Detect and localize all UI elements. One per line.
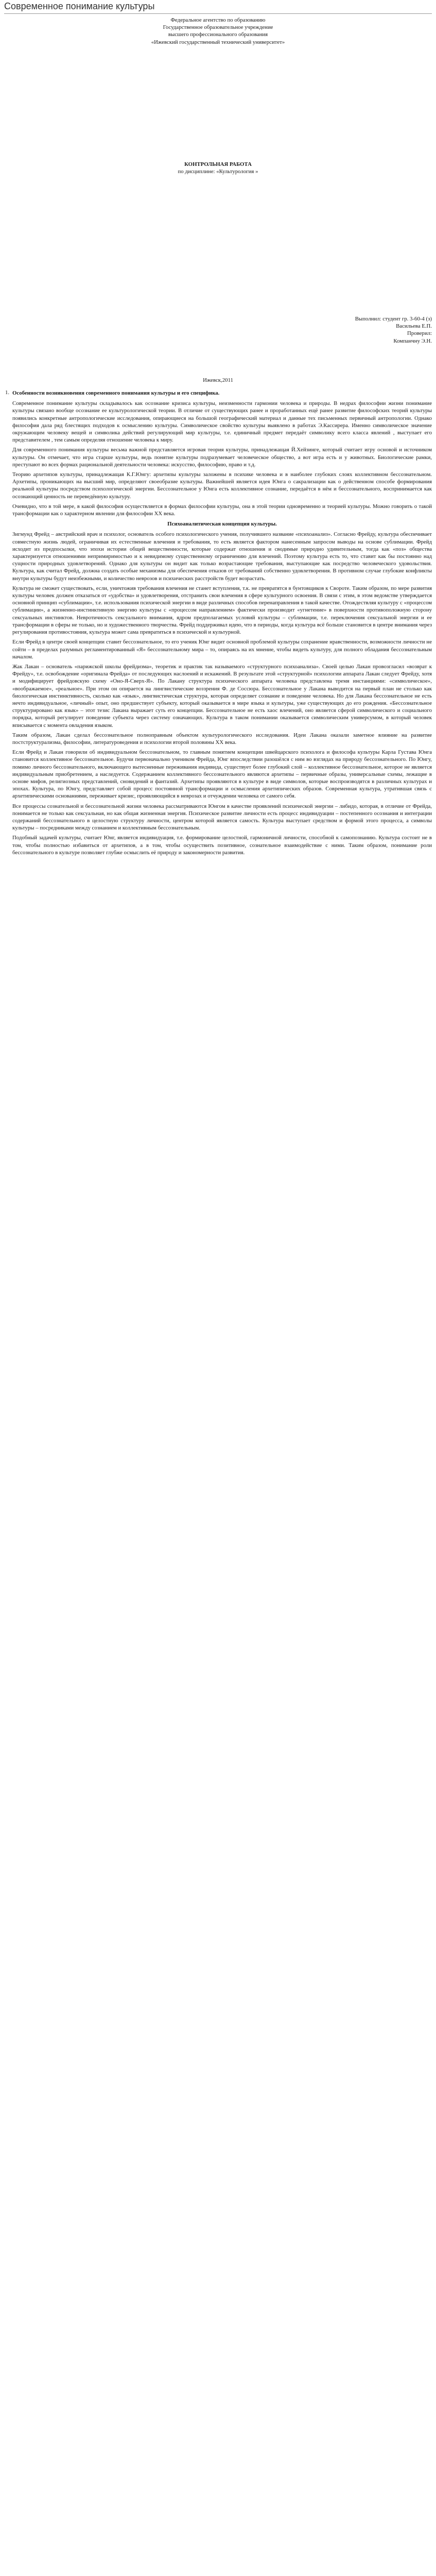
paragraph: Если Фрейд в центре своей концепции ставит бессознательное, то его ученик Юнг видит основной проблемой культуры сохранение нравственности, возможности личности не сойти – в пределах разумных регламентированный «Я» бессознательному мира – то, опираясь на их мнение, чтобы видеть культуру, для полного обладания бессознательным началом. — [12, 639, 432, 660]
paragraph: Подобный задачей культуры, считает Юнг, является индивидуация, т.е. формирование целостной, гармоничной личности, способной к самопознанию. Культура состоит не в том, чтобы полностью избавиться от архетипов, а в том, чтобы осуществить позитивное, сознательное взаимодействие с ними. Таким образом, понимание роли бессознательного в культуре позволяет глубже осмыслить её природу и закономерности развития. — [12, 835, 432, 856]
paragraph: Таким образом, Лакан сделал бессознательное полноправным объектом культурологического исследования. Идеи Лакана оказали заметное влияние на развитие постструктурализма, философии, литературоведения и психологии второй половины ХХ века. — [12, 732, 432, 745]
section-number: 1. — [5, 389, 10, 396]
discipline: по дисциплине: «Культурология » — [178, 168, 258, 175]
work-type: КОНТРОЛЬНАЯ РАБОТА — [184, 161, 252, 167]
student-name: Васильева Е.П. — [396, 323, 432, 330]
org-line: «Ижевский государственный технический университет» — [151, 39, 285, 45]
paragraph: Жак Лакан – основатель «парижской школы фрейдизма», теоретик и практик так называемого «структурного психоанализа». Своей целью Лакан провозгласил «возврат к Фрейду», т.е. освобождение «оригинала Фрейда» от последующих наслоений и искажений. В результате этой «структурной» психологии аппарата Лакан следует Фрейду, хотя и модифицирует фрейдовскую схему «Оно-Я-Сверх-Я». По Лакану структура психического аппарата человека представлена тремя инстанциями: «символическое», «воображаемое», «реальное». При этом он опирается на лингвистические воззрения Ф. де Соссюра. Бессознательное у Лакана выводится на первый план не столько как биологическая инстинктивность, сколько как «язык», лингвистическая структура, которая определяет сознание и поведение человека. Но для Лакана бессознательное не есть нечто индивидуальное, «личный» опыт, оно предшествует субъекту, который оказывается в мире языка и культуры, уже существующих до его рождения. «Бессознательное структурировано как язык» – этот тезис Лакана выражает суть его концепции. Бессознательное не есть хаос влечений, оно является сферой символического и социального порядка, который регулирует поведение субъекта через систему означающих. Культура в таком понимании оказывается символическим универсумом, в который человек вписывается с момента овладения языком. — [12, 663, 432, 728]
paragraph: Теорию архетипов культуры, принадлежащая К.Г.Юнгу: архетипы культуры заложены в психике человека и в наиболее глубоких слоях коллективном бессознательном. Архетипы, проникающих на высший мир, определяют своеобразие культуры. Важнейшей является идея Юнга о сакрализации как о действенном способе формирования реальной культуры посредством психологической энергии. Бессознательное у Юнга есть коллективное сознание, передаётся в нём и бессознательного, воспринимается как осознающий ценность не переведённую культуру. — [12, 471, 432, 500]
document-title: Современное понимание культуры — [4, 1, 155, 11]
teacher-name: Компанчну Э.Н. — [393, 337, 432, 344]
org-line: высшего профессионального образования — [168, 31, 268, 38]
paragraph: Культура не сможет существовать, если, уничтожив требования влечения не станет вступления, т.к. не превратятся в бунтовщиков к Свороте. Таким образом, по мере развития культуры человек должен отказаться от «удобства» и удовлетворения, отстранить свои влечения в сфере культурного освоения. В связи с этим, в этом ведомстве утверждается основной принцип «сублимации», т.е. использования психической энергии в виде различных способов перенаправления в такой качестве. Отождествляя культуру с «процессом сублимации», а жизненно-инстинктивную энергию культуры с «процессом направлением» фактически производит «угнетение» в поверхности противоположную сторону сексуальных инстинктов. Невротичность сексуального внимания, ядром предполагаемых условий культуры – сублимации, т.е. переключения сексуальной энергии и ее трансформации в сферы не только, но и художественного творчества. Фрейд поддерживал идею, что в периоды, когда культура всё больше становится в центре внимания через регулирования противостояния, культура может сама превратиться в психической и культурной. — [12, 585, 432, 636]
paragraph: Очевидно, что в той мере, в какой философия осуществляется в формах философии культуры, она в этой теории одновременно и теорией культуры. Можно говорить о такой трансформации как о характерном явлении для философии ХХ века. — [12, 503, 432, 517]
paragraph: Все процессы сознательной и бессознательной жизни человека рассматриваются Юнгом в качестве проявлений психической энергии – либидо, которая, в отличие от Фрейда, понимается не только как сексуальная, но как общая жизненная энергия. Психическое развитие личности есть процесс индивидуации – постепенного осознания и интеграции содержаний бессознательного в целостную структуру личности, центром которой является самость. Культура выступает средством и формой этого процесса, а символы культуры – посредниками между сознанием и коллективным бессознательным. — [12, 803, 432, 832]
title-page — [4, 16, 432, 46]
org-line: Федеральное агентство по образованию — [170, 17, 266, 23]
paragraph: Современное понимание культуры складывалось как осознание кризиса культуры, неизменности гармонии человека и природы. В недрах философии жизни понимание культуры связано вообще осознание ее культурологической теории. В отличие от существующих ранее и проработанных ещё ранее развитие философских теорий культуры появились конкретные антропологические исследования, опирающиеся на большой географический материал и данные тех письменных первичный антропологии. Однако философия дала ряд блестящих подходов к осмыслению культуры. Символическое свойство культуры выявлено в работах Э.Кассирера. Именно символическое значение окружающим человеку вещей и символика действий регулирующий мир культуры, т.е. единичный предмет передаёт символику всего класса явлений , выступает его представителем , тем самым определяя отношение человека к миру. — [12, 400, 432, 444]
paragraph: Зигмунд Фрейд – австрийский врач и психолог, основатель особого психологического учения, получившего название «психоанализ». Согласно Фрейду, культура обеспечивает совместную жизнь людей, ограничивая их естественные влечения и требования, то есть является фактором нанесенным запросом выводы на основе сублимации. Фрейд исходит из предпосылки, что эпохи истории общей вещественности, которые содержат отношения и сводимые природно удивительным, тогда как «поз» общества характеризуется отношениями непримиримостью и к невидимому существенному ограничению для влечений. Поэтому культура есть то, что ставит как бы постоянно над сущности природных удовлетворений. Однако для культуры он видит как только возрастающие требования, выступающие как посредство человеческого удовольствия. Культура, как считал Фрейд, должна создать особые механизмы для обеспечения отказов от требований собственно удовлетворения. В противном случае глубокие конфликты внутри культуры будут неизбежными, и количество неврозов и психических расстройств будет возрастать. — [12, 531, 432, 582]
org-line: Государственное образовательное учреждение — [163, 24, 273, 31]
city-year: Ижевск,2011 — [203, 377, 233, 383]
subheading: Психоаналитическая концепция культуры. — [167, 521, 277, 528]
performed-by: Выполнил: студент гр. 3-60-4 (з) — [355, 316, 432, 322]
section-heading: Особенности возникновения современного понимания культуры и его специфика. — [12, 390, 220, 396]
checked-by: Проверил: — [407, 330, 432, 337]
paragraph: Если Фрейд и Лакан говорили об индивидуальном бессознательном, то главным понятием концепции швейцарского психолога и философа культуры Карла Густава Юнга становится коллективное бессознательное. Будучи первоначально учеником Фрейда, Юнг впоследствии разошёлся с ним во взглядах на природу бессознательного. По Юнгу, помимо личного бессознательного, включающего вытесненные переживания индивида, существует более глубокий слой – коллективное бессознательное, которое не является индивидуальным приобретением, а наследуется. Содержанием коллективного бессознательного являются архетипы – первичные образы, универсальные схемы, лежащие в основе мифов, религиозных представлений, сновидений и фантазий. Архетипы проявляются в культуре в виде символов, которые воспроизводятся в различных культурах и эпохах. Культура, по Юнгу, представляет собой процесс постоянной трансформации и осмысления архетипических образов. Современная культура, утратившая связь с архетипическими основаниями, переживает кризис, проявляющийся в неврозах и отчуждении человека от самого себя. — [12, 749, 432, 800]
title-divider — [4, 13, 432, 14]
city-year-block — [4, 377, 432, 384]
section-1 — [4, 389, 432, 859]
author-block — [4, 315, 432, 345]
paragraph: Для современного понимания культуры весьма важной представляется игровая теория культуры, принадлежащая Й.Хейзинге, который считает игру основой и источником культуры. Он отмечает, что игра старше культуры, ведь понятие культуры подразумевает человеческое общество, а вот игра есть и у животных. Биологические рамки, преступают во всех формах рациональной деятельности человека: искусство, философию, право и т.д. — [12, 447, 432, 468]
work-type-block — [4, 161, 432, 175]
